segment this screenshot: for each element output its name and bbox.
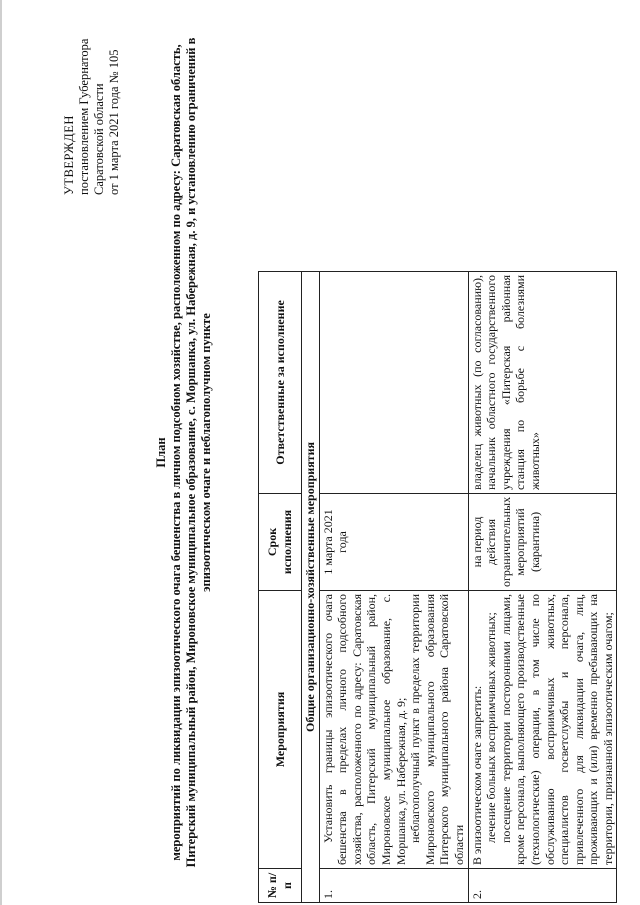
row-measure xyxy=(319,591,468,869)
approval-line-2: Саратовской области xyxy=(92,83,106,195)
plan-title-block xyxy=(154,0,214,905)
approval-line-3: от 1 марта 2021 года № 105 xyxy=(107,49,121,195)
approval-line-1: постановлением Губернатора xyxy=(77,38,91,195)
row-measure-text: В эпизоотическом очаге запретить: xyxy=(469,685,484,865)
plan-subtitle: мероприятий по ликвидации эпизоотического очага бешенства в личном подсобном хозяйстве, расположенном по адресу: Саратовская область, Питерский муниципальный район, Мироновское муниципальное образование, с. Моршанка, ул. Набережная, д. 9, и установлению ограничений в эпизоотическом очаге и неблагополучном пункте xyxy=(169,37,213,868)
rotated-content xyxy=(2,0,640,905)
row-measure-text: посещение территории посторонними лицами, кроме персонала, выполняющего производственные (технологические) операции, в том числе по обслуживанию восприимчивых животных, специалистов госветслужбы и персонала, привлеченного для ликвидации очага, лиц, проживающих и (или) временно пребывающих на территории, признанной эпизоотическим очагом; xyxy=(498,594,615,865)
header-responsible: Ответственные за исполнение xyxy=(259,271,302,493)
row-deadline: на период действия ограничительных мероприятий (карантина) xyxy=(468,493,617,590)
row-measure-text: неблагополучный пункт в пределах территории Мироновского муниципального образования Питерского муниципального района Саратовской области xyxy=(408,594,466,865)
table-header-row xyxy=(259,271,302,902)
table-row xyxy=(319,271,468,902)
plan-title: План xyxy=(154,437,168,468)
approval-heading: УТВЕРЖДЕН xyxy=(62,115,76,195)
header-deadline: Срок исполнения xyxy=(259,493,302,590)
section-row xyxy=(302,271,320,902)
measures-table xyxy=(258,271,617,903)
row-deadline: 1 марта 2021 года xyxy=(319,493,468,590)
table-row xyxy=(468,271,617,902)
row-measure-text: лечение больных восприимчивых животных; xyxy=(484,612,499,843)
row-number: 1. xyxy=(319,869,468,903)
header-measures: Мероприятия xyxy=(259,591,302,869)
row-measure xyxy=(468,591,617,869)
row-number: 2. xyxy=(468,869,617,903)
approval-block xyxy=(62,5,122,195)
section-title: Общие организационно-хозяйственные мероприятия xyxy=(302,271,320,902)
header-num: № п/п xyxy=(259,869,302,903)
row-measure-text: Установить границы эпизоотического очага бешенства в пределах личного подсобного хозяйства, расположенного по адресу: Саратовская область, Питерский муниципальный район, Мироновское муниципальное образование, с. Моршанка, ул. Набережная, д. 9; xyxy=(320,594,408,865)
row-responsible: владелец животных (по согласованию), начальник областного государственного учреждения «Питерская районная станция по борьбе с болезнями животных» xyxy=(468,271,617,493)
row-responsible xyxy=(319,271,468,493)
